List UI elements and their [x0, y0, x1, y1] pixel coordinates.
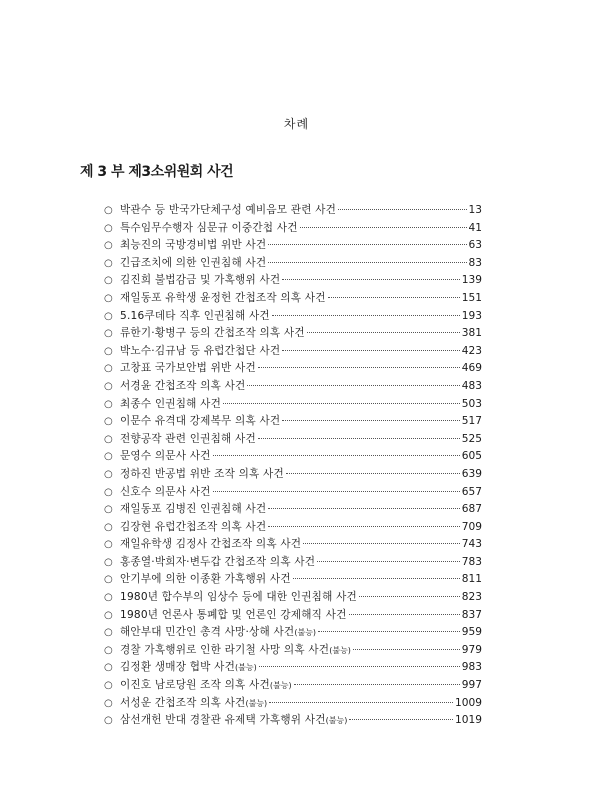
toc-entry-title-text: 재일유학생 김정사 간첩조작 의혹 사건 [120, 538, 302, 551]
dot-leader [338, 209, 466, 210]
toc-entry[interactable] [104, 396, 482, 414]
bullet-circle-icon: ○ [104, 574, 113, 586]
toc-entry-title-text: 최종수 인권침해 사건 [120, 397, 222, 410]
bullet-circle-icon: ○ [104, 257, 113, 269]
toc-entry-page-number: 605 [461, 450, 482, 463]
toc-entry[interactable] [104, 290, 482, 308]
dot-leader [259, 666, 460, 667]
toc-entry-title [120, 484, 211, 502]
toc-entry-title [120, 466, 284, 484]
toc-entry[interactable] [104, 589, 482, 607]
toc-entry-page-number: 41 [468, 221, 482, 234]
toc-entry[interactable] [104, 677, 482, 695]
toc-entry-suffix: (불능) [235, 663, 257, 673]
dot-leader [293, 578, 460, 579]
toc-entry-title-text: 특수임무수행자 심문규 이중간첩 사건 [120, 221, 298, 234]
toc-entry-title [120, 571, 291, 589]
toc-entry-title [120, 536, 301, 554]
dot-leader [349, 614, 460, 615]
toc-entry-page-number: 983 [461, 661, 482, 674]
toc-entry[interactable] [104, 343, 482, 361]
bullet-circle-icon: ○ [104, 697, 113, 709]
bullet-circle-icon: ○ [104, 680, 113, 692]
toc-entry[interactable] [104, 378, 482, 396]
toc-entry[interactable] [104, 255, 482, 273]
toc-entry-title-text: 1980년 언론사 통폐합 및 언론인 강제해직 사건 [120, 608, 347, 621]
dot-leader [307, 332, 460, 333]
toc-entry-title [120, 607, 347, 625]
bullet-circle-icon: ○ [104, 468, 113, 480]
toc-entry-page-number: 503 [461, 397, 482, 410]
bullet-circle-icon: ○ [104, 451, 113, 463]
bullet-circle-icon: ○ [104, 222, 113, 234]
bullet-circle-icon: ○ [104, 627, 113, 639]
toc-entry-suffix: (불능) [329, 645, 351, 655]
toc-entry-title-text: 경찰 가혹행위로 인한 라기철 사망 의혹 사건 [120, 643, 330, 656]
toc-entry-title-text: 최능진의 국방경비법 위반 사건 [120, 239, 267, 252]
dot-leader [272, 315, 460, 316]
dot-leader [294, 684, 460, 685]
toc-entry-title [120, 378, 245, 396]
toc-entry[interactable] [104, 202, 482, 220]
dot-leader [328, 297, 460, 298]
toc-entry-title [120, 413, 280, 431]
toc-entry[interactable] [104, 308, 482, 326]
bullet-circle-icon: ○ [104, 644, 113, 656]
dot-leader [349, 719, 453, 720]
toc-entry-title [120, 202, 336, 220]
toc-entry-title [120, 431, 256, 449]
toc-entry-page-number: 517 [461, 415, 482, 428]
toc-entry-page-number: 423 [461, 344, 482, 357]
toc-entry-page-number: 823 [461, 591, 482, 604]
toc-entry-title-text: 김정환 생매장 협박 사건 [120, 661, 236, 674]
bullet-circle-icon: ○ [104, 416, 113, 428]
toc-entry-title-text: 이문수 유격대 강제복무 의혹 사건 [120, 415, 281, 428]
bullet-circle-icon: ○ [104, 715, 113, 727]
toc-entry-page-number: 193 [461, 309, 482, 322]
toc-entry-page-number: 1019 [455, 714, 482, 727]
toc-entry-title-text: 신호수 의문사 사건 [120, 485, 211, 498]
toc-entry[interactable] [104, 642, 482, 660]
toc-entry[interactable] [104, 220, 482, 238]
bullet-circle-icon: ○ [104, 433, 113, 445]
dot-leader [268, 508, 459, 509]
dot-leader [269, 702, 453, 703]
dot-leader [282, 420, 459, 421]
toc-entry[interactable] [104, 554, 482, 572]
page-title: 차례 [283, 117, 310, 131]
toc-entry-title-text: 재일동포 김병진 인권침해 사건 [120, 503, 267, 516]
toc-entry[interactable] [104, 466, 482, 484]
toc-entry-title [120, 448, 211, 466]
toc-entry-title-text: 1980년 합수부의 임상수 등에 대한 인권침해 사건 [120, 591, 357, 604]
toc-entry[interactable] [104, 712, 482, 730]
toc-entry-title [120, 642, 351, 660]
toc-entry-title-text: 박노수·김규남 등 유럽간첩단 사건 [120, 344, 281, 357]
dot-leader [213, 491, 460, 492]
dot-leader [359, 596, 460, 597]
toc-entry-title-text: 긴급조치에 의한 인권침해 사건 [120, 256, 267, 269]
toc-entry[interactable] [104, 484, 482, 502]
dot-leader [286, 473, 460, 474]
bullet-circle-icon: ○ [104, 521, 113, 533]
toc-entry-title [120, 589, 357, 607]
toc-entry-suffix: (불능) [269, 681, 292, 691]
bullet-circle-icon: ○ [104, 504, 113, 516]
toc-entry[interactable] [104, 536, 482, 554]
toc-entry[interactable] [104, 431, 482, 449]
bullet-circle-icon: ○ [104, 592, 113, 604]
toc-entry-page-number: 709 [461, 520, 482, 533]
dot-leader [282, 350, 459, 351]
toc-entry[interactable] [104, 325, 482, 343]
toc-entry-title [120, 695, 267, 713]
toc-entry-page-number: 139 [461, 274, 482, 287]
toc-entry-title [120, 554, 315, 572]
toc-entry[interactable] [104, 624, 482, 642]
toc-entry[interactable] [104, 571, 482, 589]
toc-entry-page-number: 979 [461, 643, 482, 656]
toc-entry-title [120, 360, 256, 378]
toc-entry-page-number: 997 [461, 679, 482, 692]
bullet-circle-icon: ○ [104, 662, 113, 674]
dot-leader [223, 403, 460, 404]
toc-entry-title [120, 255, 266, 273]
toc-entry-title-text: 서경윤 간첩조작 의혹 사건 [120, 379, 246, 392]
bullet-circle-icon: ○ [104, 398, 113, 410]
toc-entry-title [120, 272, 280, 290]
toc-entry-title-text: 5.16쿠데타 직후 인권침해 사건 [120, 309, 270, 322]
toc-entry[interactable] [104, 659, 482, 677]
toc-entry-page-number: 639 [461, 467, 482, 480]
toc-entry-title-text: 재일동포 유학생 윤정헌 간첩조작 의혹 사건 [120, 291, 326, 304]
dot-leader [317, 561, 460, 562]
bullet-circle-icon: ○ [104, 292, 113, 304]
toc-entry[interactable] [104, 501, 482, 519]
dot-leader [318, 631, 460, 632]
dot-leader [268, 262, 466, 263]
toc-entry-title-text: 문영수 의문사 사건 [120, 450, 211, 463]
toc-entry-page-number: 151 [461, 291, 482, 304]
dot-leader [258, 438, 460, 439]
dot-leader [303, 543, 460, 544]
toc-entry-title-text: 김진희 불법감금 및 가혹행위 사건 [120, 274, 281, 287]
dot-leader [300, 227, 467, 228]
toc-entry-page-number: 63 [468, 239, 482, 252]
bullet-circle-icon: ○ [104, 240, 113, 252]
toc-entry-page-number: 743 [461, 538, 482, 551]
toc-entry-title-text: 류한기·황병구 등의 간첩조작 의혹 사건 [120, 327, 305, 340]
dot-leader [213, 455, 460, 456]
toc-entry-title [120, 712, 347, 730]
toc-entry[interactable] [104, 360, 482, 378]
toc-entry-page-number: 1009 [455, 696, 482, 709]
dot-leader [268, 244, 466, 245]
toc-entry-title-text: 고창표 국가보안법 위반 사건 [120, 362, 256, 375]
toc-entry-title-text: 서성운 간첩조작 의혹 사건 [120, 696, 246, 709]
dot-leader [282, 279, 459, 280]
toc-entry-title-text: 해안부대 민간인 총격 사망·상해 사건 [120, 626, 295, 639]
bullet-circle-icon: ○ [104, 363, 113, 375]
toc-entry-title [120, 290, 326, 308]
toc-entry-title-text: 박관수 등 반국가단체구성 예비음모 관련 사건 [120, 204, 337, 216]
bullet-circle-icon: ○ [104, 310, 113, 322]
bullet-circle-icon: ○ [104, 345, 113, 357]
section-heading: 제 3 부 제3소위원회 사건 [80, 164, 234, 180]
dot-leader [247, 385, 459, 386]
toc-entry-page-number: 381 [461, 327, 482, 340]
toc-entry[interactable] [104, 607, 482, 625]
dot-leader [258, 367, 460, 368]
toc-entry-title-text: 김장현 유럽간첩조작 의혹 사건 [120, 520, 267, 533]
toc-entry-title-text: 전향공작 관련 인권침해 사건 [120, 432, 256, 445]
toc-entry[interactable] [104, 695, 482, 713]
bullet-circle-icon: ○ [104, 380, 113, 392]
toc-entry-title [120, 308, 270, 326]
toc-entry[interactable] [104, 519, 482, 537]
toc-entry-page-number: 657 [461, 485, 482, 498]
toc-entry-title [120, 501, 266, 519]
dot-leader [268, 526, 459, 527]
toc-entry[interactable] [104, 413, 482, 431]
toc-entry-title [120, 343, 280, 361]
toc-entry-title-text: 이진호 남로당원 조작 의혹 사건 [120, 679, 270, 692]
toc-entry-page-number: 837 [461, 608, 482, 621]
toc-entry-page-number: 811 [461, 573, 482, 586]
toc-entry-suffix: (불능) [325, 716, 348, 726]
bullet-circle-icon: ○ [104, 609, 113, 621]
toc-entry[interactable] [104, 272, 482, 290]
toc-entry-page-number: 13 [468, 204, 482, 216]
toc-entry[interactable] [104, 237, 482, 255]
bullet-circle-icon: ○ [104, 205, 113, 216]
toc-entry-title [120, 519, 266, 537]
toc-entry-title [120, 624, 316, 642]
toc-entry-title [120, 396, 221, 414]
toc-entry-page-number: 483 [461, 379, 482, 392]
toc-entry-page-number: 525 [461, 432, 482, 445]
toc-entry-page-number: 783 [461, 555, 482, 568]
toc-entry-page-number: 687 [461, 503, 482, 516]
toc-entry-page-number: 469 [461, 362, 482, 375]
bullet-circle-icon: ○ [104, 486, 113, 498]
toc-entry-suffix: (불능) [245, 698, 268, 708]
toc-entry-title [120, 220, 298, 238]
toc-entry-page-number: 959 [461, 626, 482, 639]
bullet-circle-icon: ○ [104, 539, 113, 551]
toc-entry-title [120, 677, 292, 695]
toc-entry-page-number: 83 [468, 256, 482, 269]
toc-entry-title-text: 삼선개헌 반대 경찰관 유제택 가혹행위 사건 [120, 714, 326, 727]
toc-entry-title [120, 237, 266, 255]
toc-entry-title-text: 홍종열·박희자·변두갑 간첩조작 의혹 사건 [120, 555, 316, 568]
toc-entry-title [120, 325, 305, 343]
toc-entry-title [120, 659, 257, 677]
dot-leader [353, 649, 460, 650]
toc-entry-title-text: 안기부에 의한 이종환 가혹행위 사건 [120, 573, 291, 586]
toc-entry[interactable] [104, 448, 482, 466]
bullet-circle-icon: ○ [104, 556, 113, 568]
bullet-circle-icon: ○ [104, 275, 113, 287]
toc-entry-title-text: 정하진 반공법 위반 조작 의혹 사건 [120, 467, 284, 480]
bullet-circle-icon: ○ [104, 328, 113, 340]
toc-entry-suffix: (불능) [294, 628, 317, 638]
toc-list [104, 202, 482, 730]
